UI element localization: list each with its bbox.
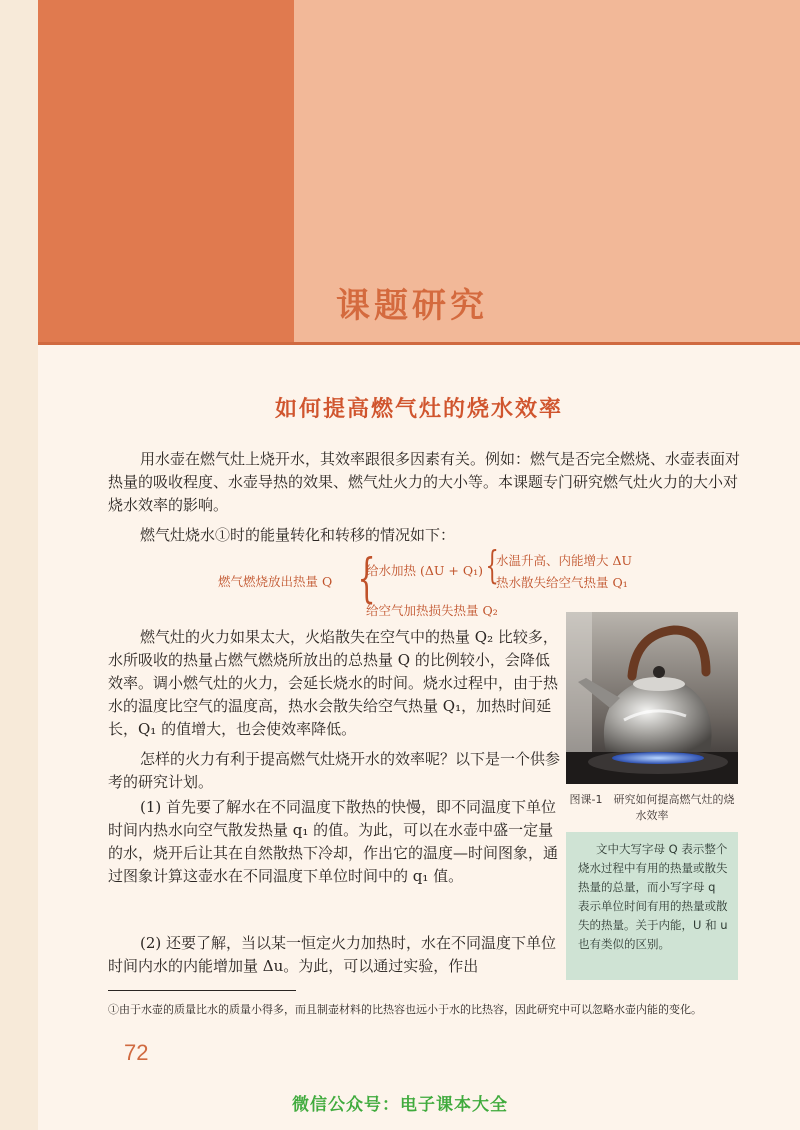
body-paragraph-4: (2) 还要了解，当以某一恒定火力加热时，水在不同温度下单位时间内水的内能增加量 Δu。为此，可以通过实验，作出	[108, 934, 557, 975]
figure-caption: 图课-1 研究如何提高燃气灶的烧水效率	[569, 793, 735, 822]
side-note-text: 文中大写字母 Q 表示整个烧水过程中有用的热量或散失热量的总量，而小写字母 q 表示单位时间有用的热量或散失的热量。关于内能，U 和 u 也有类似的区别。	[578, 842, 728, 951]
body-paragraph-2: 怎样的火力有利于提高燃气灶烧开水的效率呢？以下是一个供参考的研究计划。	[108, 750, 561, 791]
diagram-leaf-heat-loss: 热水散失给空气热量 Q₁	[496, 575, 628, 590]
diagram-lead-paragraph: 燃气灶烧水①时的能量转化和转移的情况如下：	[140, 526, 456, 544]
diagram-branch-water: 给水加热 (ΔU + Q₁)	[366, 563, 483, 578]
intro-paragraph: 用水壶在燃气灶上烧开水，其效率跟很多因素有关。例如：燃气是否完全燃烧、水壶表面对热量的吸收程度、水壶导热的效果、燃气灶火力的大小等。本课题专门研究燃气灶火力的大小对烧水效率的影响。	[108, 450, 741, 514]
kettle-photo	[566, 612, 738, 784]
brace-right-icon: {	[485, 543, 499, 587]
article-title: 如何提高燃气灶的烧水效率	[274, 396, 563, 422]
page-edge	[0, 0, 38, 1130]
diagram-root: 燃气燃烧放出热量 Q	[218, 574, 333, 589]
watermark: 微信公众号：电子课本大全	[292, 1095, 508, 1115]
footnote-rule	[108, 990, 296, 991]
kettle-on-stove-icon	[566, 612, 738, 784]
body-paragraph-3: (1) 首先要了解水在不同温度下散热的快慢，即不同温度下单位时间内热水向空气散发热量 q₁ 的值。为此，可以在水壶中盛一定量的水，烧开后让其在自然散热下冷却，作出它的温度—时间图象，通过图象计算这壶水在不同温度下单位时间中的 q₁ 值。	[108, 798, 559, 885]
footnote: ①由于水壶的质量比水的质量小得多，而且制壶材料的比热容也远小于水的比热容，因此研究中可以忽略水壶内能的变化。	[108, 1003, 702, 1016]
side-note	[566, 832, 738, 980]
body-paragraph-1: 燃气灶的火力如果太大，火焰散失在空气中的热量 Q₂ 比较多，水所吸收的热量占燃气燃烧所放出的总热量 Q 的比例较小，会降低效率。调小燃气灶的火力，会延长烧水的时间。烧水过程中，由于热水的温度比空气的温度高，热水会散失给空气热量 Q₁，加热时间延长，Q₁ 的值增大，也会使效率降低。	[108, 628, 559, 738]
diagram-leaf-internal-energy: 水温升高、内能增大 ΔU	[496, 553, 633, 568]
diagram-branch-air: 给空气加热损失热量 Q₂	[366, 603, 498, 618]
page-number: 72	[124, 1040, 149, 1065]
brace-left-icon: {	[357, 549, 376, 609]
section-title: 课题研究	[336, 286, 488, 326]
header-block-dark	[38, 0, 294, 342]
